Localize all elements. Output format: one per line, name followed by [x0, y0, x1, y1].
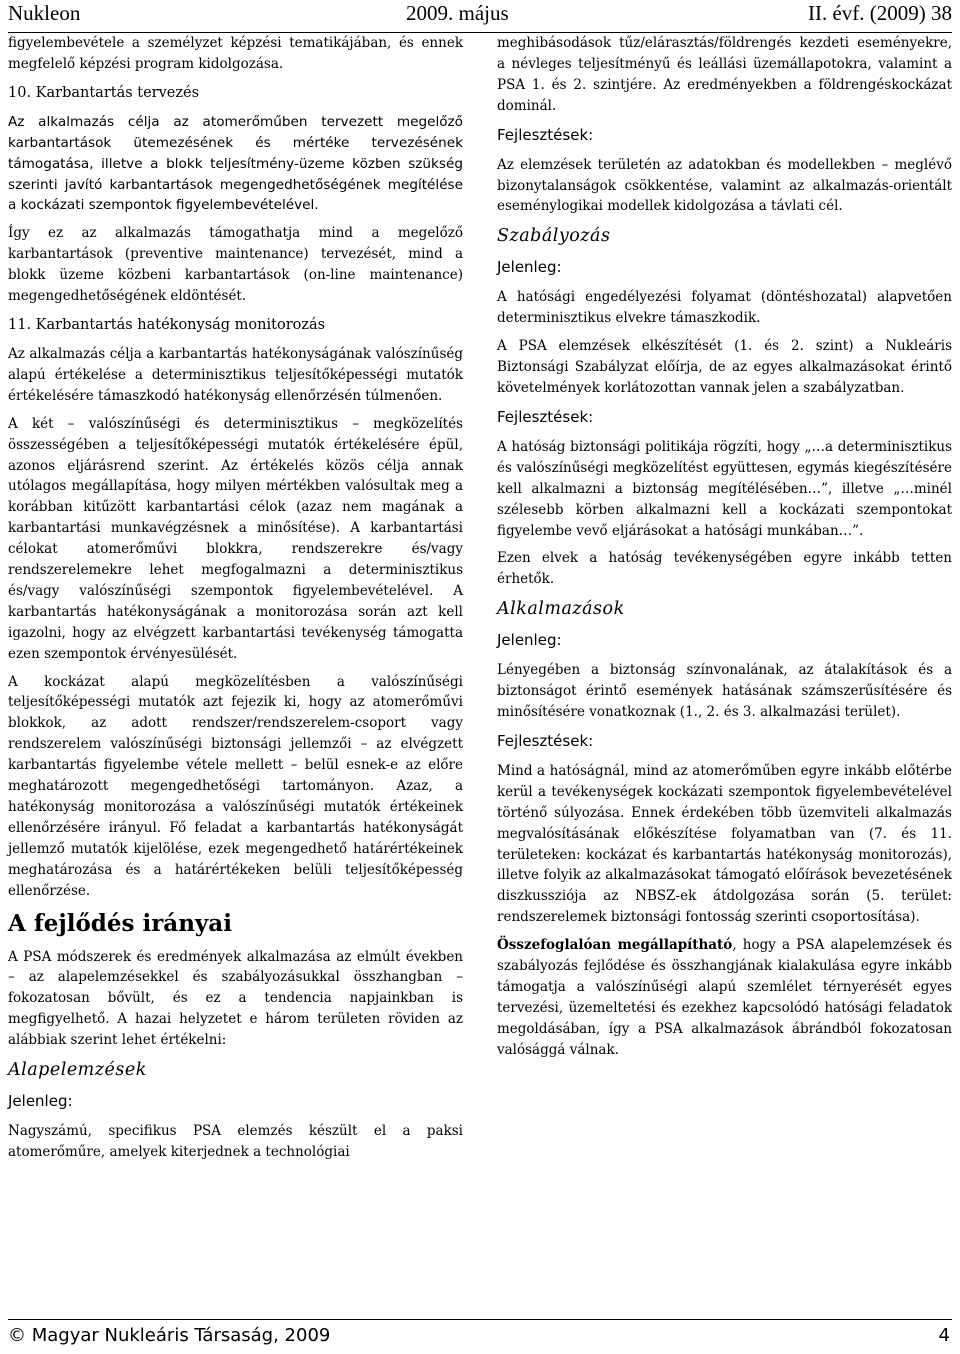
- paragraph: A PSA elemzések elkészítését (1. és 2. szint) a Nukleáris Biztonsági Szabályzat előírja, de az egyes alkalmazásokat érintő követelmények korlátozottan vannak jelen a szabályzatban.: [497, 338, 952, 396]
- summary-text: , hogy a PSA alapelemzések és szabályozás fejlődése és összhangjának kialakulása egyre inkább támogatja a valószínűségi alapú szemlélet térnyerését egyes tervezési, üzemeltetési és ezekhez kapcsolódó hatósági feladatok megoldásában, így a PSA alkalmazások ábrándból fokozatosan valósággá válnak.: [497, 937, 952, 1058]
- chapter-heading: A fejlődés irányai: [8, 909, 232, 937]
- section-heading-11: 11. Karbantartás hatékonyság monitorozás: [8, 316, 326, 333]
- subheading-current: Jelenleg:: [8, 1092, 73, 1111]
- paragraph: A hatóság biztonsági politikája rögzíti, hogy „…a determinisztikus és valószínűségi megközelítést együttesen, egymás kiegészítésére kell alkalmazni a biztonság megítélésében…”, illetve „…minél szélesebb körben alkalmazni kell a kockázati szempontokat figyelembe vevő eljárásokat a hatósági munkában…”.: [497, 438, 952, 539]
- subsection-heading: Alkalmazások: [497, 599, 625, 620]
- journal-name: Nukleon: [8, 1, 81, 25]
- subheading-development: Fejlesztések:: [497, 731, 594, 750]
- paragraph: A kockázat alapú megközelítésben a valószínűségi teljesítőképességi mutatók azt fejezik ki, hogy az atomerőművi blokkok, az adott rendszer/rendszerelem-csoport vagy rendszerelem valószínűségi biztonsági jellemzői – az elvégzett karbantartás figyelembe vétele mellett – belül esnek-e az előre meghatározott megengedhetőségi tartományon. Azaz, a hatékonyság monitorozása a valószínűségi mutatók értékeinek ellenőrzésére irányul. Fő feladat a karbantartás hatékonyságát jellemző mutatók kijelölése, ezek megengedhető határértékeinek meghatározása és a határértékeken belüli teljesítőképesség ellenőrzése.: [8, 673, 463, 899]
- subsection-heading: Szabályozás: [497, 226, 611, 247]
- page-number: 4: [938, 1325, 950, 1346]
- paragraph: A két – valószínűségi és determinisztikus – megközelítés összességében a teljesítőképességi mutatók értékelésére épül, azonos eljárásrend szerint. Az értékelés közös célja annak utólagos megállapítása, hogy milyen mértékben valósultak meg a korábban kitűzött karbantartási célok (azaz nem magának a karbantartási munkavégzésnek a minősítése). A karbantartási célokat atomerőművi blokkra, rendszerekre és/vagy rendszerelemekre lehet megfogalmazni a determinisztikus és/vagy valószínűségi szempontok figyelembevételével. A karbantartás hatékonyságának a monitorozása során azt kell igazolni, hogy az elvégzett karbantartási tevékenység támogatta ezen szempontok érvényesülését.: [8, 415, 463, 662]
- summary-lead: Összefoglalóan megállapítható: [497, 937, 733, 954]
- subheading-current: Jelenleg:: [497, 631, 562, 650]
- paragraph: A PSA módszerek és eredmények alkalmazása az elmúlt években – az alapelemzésekkel és szabályozásukkal összhangban – fokozatosan bővült, és ez a tendencia napjainkban is megfigyelhető. A hazai helyzetet e három területen röviden az alábbiak szerint lehet értékelni:: [8, 948, 463, 1049]
- subsection-heading: Alapelemzések: [8, 1060, 147, 1081]
- section-heading-10: 10. Karbantartás tervezés: [8, 84, 200, 101]
- paragraph: Ezen elvek a hatóság tevékenységében egyre inkább tetten érhetők.: [497, 550, 952, 588]
- paragraph: Az elemzések területén az adatokban és modellekben – meglévő bizonytalanságok csökkentése, valamint az alkalmazás-orientált eseménylogikai modellek kidolgozása a távlati cél.: [497, 156, 952, 215]
- issue-date: 2009. május: [406, 1, 509, 25]
- paragraph: A hatósági engedélyezési folyamat (döntéshozatal) alapvetően determinisztikus elvekre támaszkodik.: [497, 289, 952, 327]
- copyright: © Magyar Nukleáris Társaság, 2009: [8, 1325, 331, 1346]
- paragraph: Nagyszámú, specifikus PSA elemzés készült el a paksi atomerőműre, amelyek kiterjednek a technológiai: [8, 1123, 463, 1160]
- right-column: [497, 33, 952, 1068]
- subheading-development: Fejlesztések:: [497, 407, 594, 426]
- paragraph: Az alkalmazás célja a karbantartás hatékonyságának valószínűség alapú értékelése a determinisztikus teljesítőképességi mutatók értékelésére támaszkodó hatékonyság ellenőrzésén túlmenően.: [8, 345, 463, 404]
- page-header: [8, 0, 952, 33]
- summary-paragraph: [497, 935, 952, 1060]
- paragraph: Így ez az alkalmazás támogathatja mind a megelőző karbantartások (preventive maintenance) tervezését, mind a blokk üzeme közbeni karbantartások (on-line maintenance) megengedhetőségének eldöntését.: [8, 225, 463, 305]
- left-column: [8, 33, 463, 1163]
- paragraph: meghibásodások tűz/elárasztás/földrengés kezdeti eseményekre, a névleges teljesítményű és leállási üzemállapotokra, valamint a PSA 1. és 2. szintjére. Az eredményekben a földrengéskockázat dominál.: [497, 35, 952, 114]
- subheading-development: Fejlesztések:: [497, 125, 594, 144]
- volume-info: II. évf. (2009) 38: [807, 1, 952, 25]
- paragraph: Az alkalmazás célja az atomerőműben tervezett megelőző karbantartások ütemezésének és mértéke tervezésének támogatása, illetve a blokk teljesítmény-üzeme közben szükség szerinti javító karbantartások megengedhetőségének megítélése a kockázati szempontok figyelembevételével.: [8, 113, 463, 214]
- paragraph: Lényegében a biztonság színvonalának, az átalakítások és a biztonságot érintő események hatásának számszerűsítésére és minősítésére vonatkoznak (1., 2. és 3. alkalmazási terület).: [497, 662, 952, 721]
- subheading-current: Jelenleg:: [497, 258, 562, 277]
- paragraph: figyelembevétele a személyzet képzési tematikájában, és ennek megfelelő képzési program kidolgozása.: [8, 35, 463, 72]
- page-footer: [8, 1319, 952, 1354]
- paragraph: Mind a hatóságnál, mind az atomerőműben egyre inkább előtérbe kerül a tevékenységek kockázati szempontok figyelembevételével történő súlyozása. Ennek érdekében több üzemviteli alkalmazás megvalósításának előkészítése folyamatban van (7. és 11. területeken: kockázat és karbantartás hatékonyság monitorozás), illetve folyik az alkalmazásokat támogató előírások bevezetésének diszkussziója az NBSZ-ek átdolgozása során (5. terület: rendszerelemek biztonsági fontosság szerinti csoportosítása).: [497, 762, 952, 926]
